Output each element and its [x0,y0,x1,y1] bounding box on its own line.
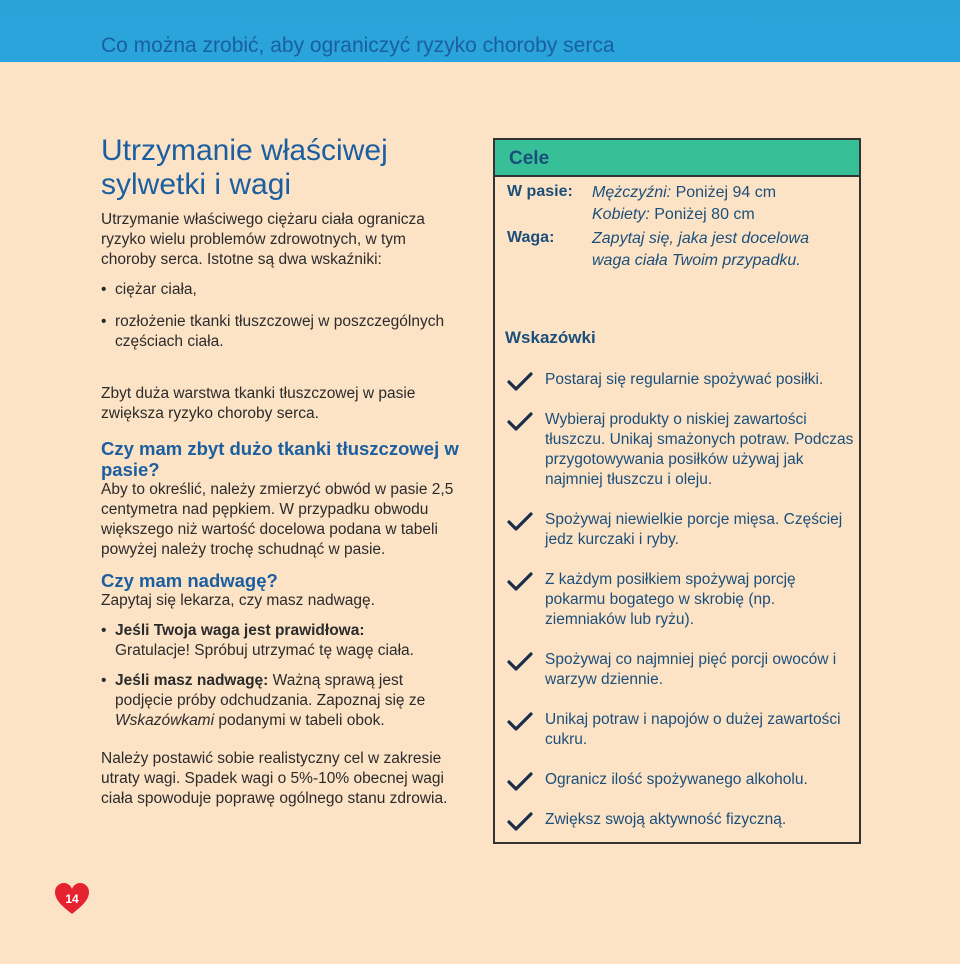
fat-paragraph: Zbyt duża warstwa tkanki tłuszczowej w pasie zwiększa ryzyko choroby serca. [101,385,416,422]
tips-label: Wskazówki [505,328,596,347]
answer-paragraph: Aby to określić, należy zmierzyć obwód w pasie 2,5 centymetra nad pępkiem. W przypadku obwodu większego niż wartość docelowa podana w tabeli powyżej należy trochę schudnąć w pasie. [101,481,454,558]
page-header-title: Co można zrobić, aby ograniczyć ryzyko choroby serca [101,34,615,57]
waist-label: W pasie: [507,183,573,200]
goals-label: Cele [509,148,550,169]
goals-header [495,140,859,177]
checkmark-icon [507,712,533,732]
waist-values: Mężczyźni: Poniżej 94 cm Kobiety: Poniżej 80 cm [592,184,777,223]
intro-paragraph: Utrzymanie właściwego ciężaru ciała ogranicza ryzyko wielu problemów zdrowotnych, w tym choroby serca. Istotne są dwa wskaźniki: [101,211,425,268]
checkmark-icon [507,652,533,672]
bullet-item: • Jeśli masz nadwagę: Ważną sprawą jest podjęcie próby odchudzania. Zapoznaj się ze Wskazówkami podanymi w tabeli obok. [101,671,461,731]
checkmark-icon [507,572,533,592]
checkmark-icon [507,812,533,832]
checkmark-icon [507,512,533,532]
question-heading: Czy mam zbyt dużo tkanki tłuszczowej w pasie? [101,438,459,480]
left-column [101,134,461,809]
checkmark-icon [507,372,533,392]
goal-paragraph: Należy postawić sobie realistyczny cel w zakresie utraty wagi. Spadek wagi o 5%-10% obecnej wagi ciała spowoduje poprawę ogólnego stanu zdrowia. [101,750,448,807]
goals-tips-box: Cele W pasie: Mężczyźni: Poniżej 94 cm Kobiety: Poniżej 80 cm Waga: Zapytaj się, jaka jest docelowa waga ciała Twoim przypadku. Wskazówki Postaraj się regularnie spożywać posiłki. Wybieraj produkty o niskiej zawartości tłuszczu. Unikaj smażonych potraw. Podczas przygotowywania posiłków używaj jak najmniej tłuszczu i oleju. Spożywaj niewielkie porcje mięsa. Częściej jedz kurczaki i ryby. Z każdym posiłkiem spożywaj porcję pokarmu bogatego w skrobię (np. ziemniaków lub ryżu). Spożywaj co najmniej pięć porcji owoców i warzyw dziennie. Unikaj potraw i napojów o dużej zawartości cukru. Ogranicz ilość spożywanego alkoholu. Zwiększ swoją aktywność fizyczną. [493,138,861,844]
checkmark-icon [507,412,533,432]
answer-paragraph: Zapytaj się lekarza, czy masz nadwagę. [101,592,375,609]
weight-value: Zapytaj się, jaka jest docelowa waga ciała Twoim przypadku. [592,230,809,269]
bullet-item: • Jeśli Twoja waga jest prawidłowa: Gratulacje! Spróbuj utrzymać tę wagę ciała. [101,621,461,661]
weight-label: Waga: [507,229,555,246]
bullet-item: • rozłożenie tkanki tłuszczowej w poszczególnych częściach ciała. [101,312,461,352]
checkmark-icon [507,772,533,792]
page-number: 14 [65,892,79,906]
bullet-item: • ciężar ciała, [101,280,461,300]
section-title: Utrzymanie właściwej sylwetki i wagi [101,134,388,201]
question-heading: Czy mam nadwagę? [101,570,278,591]
